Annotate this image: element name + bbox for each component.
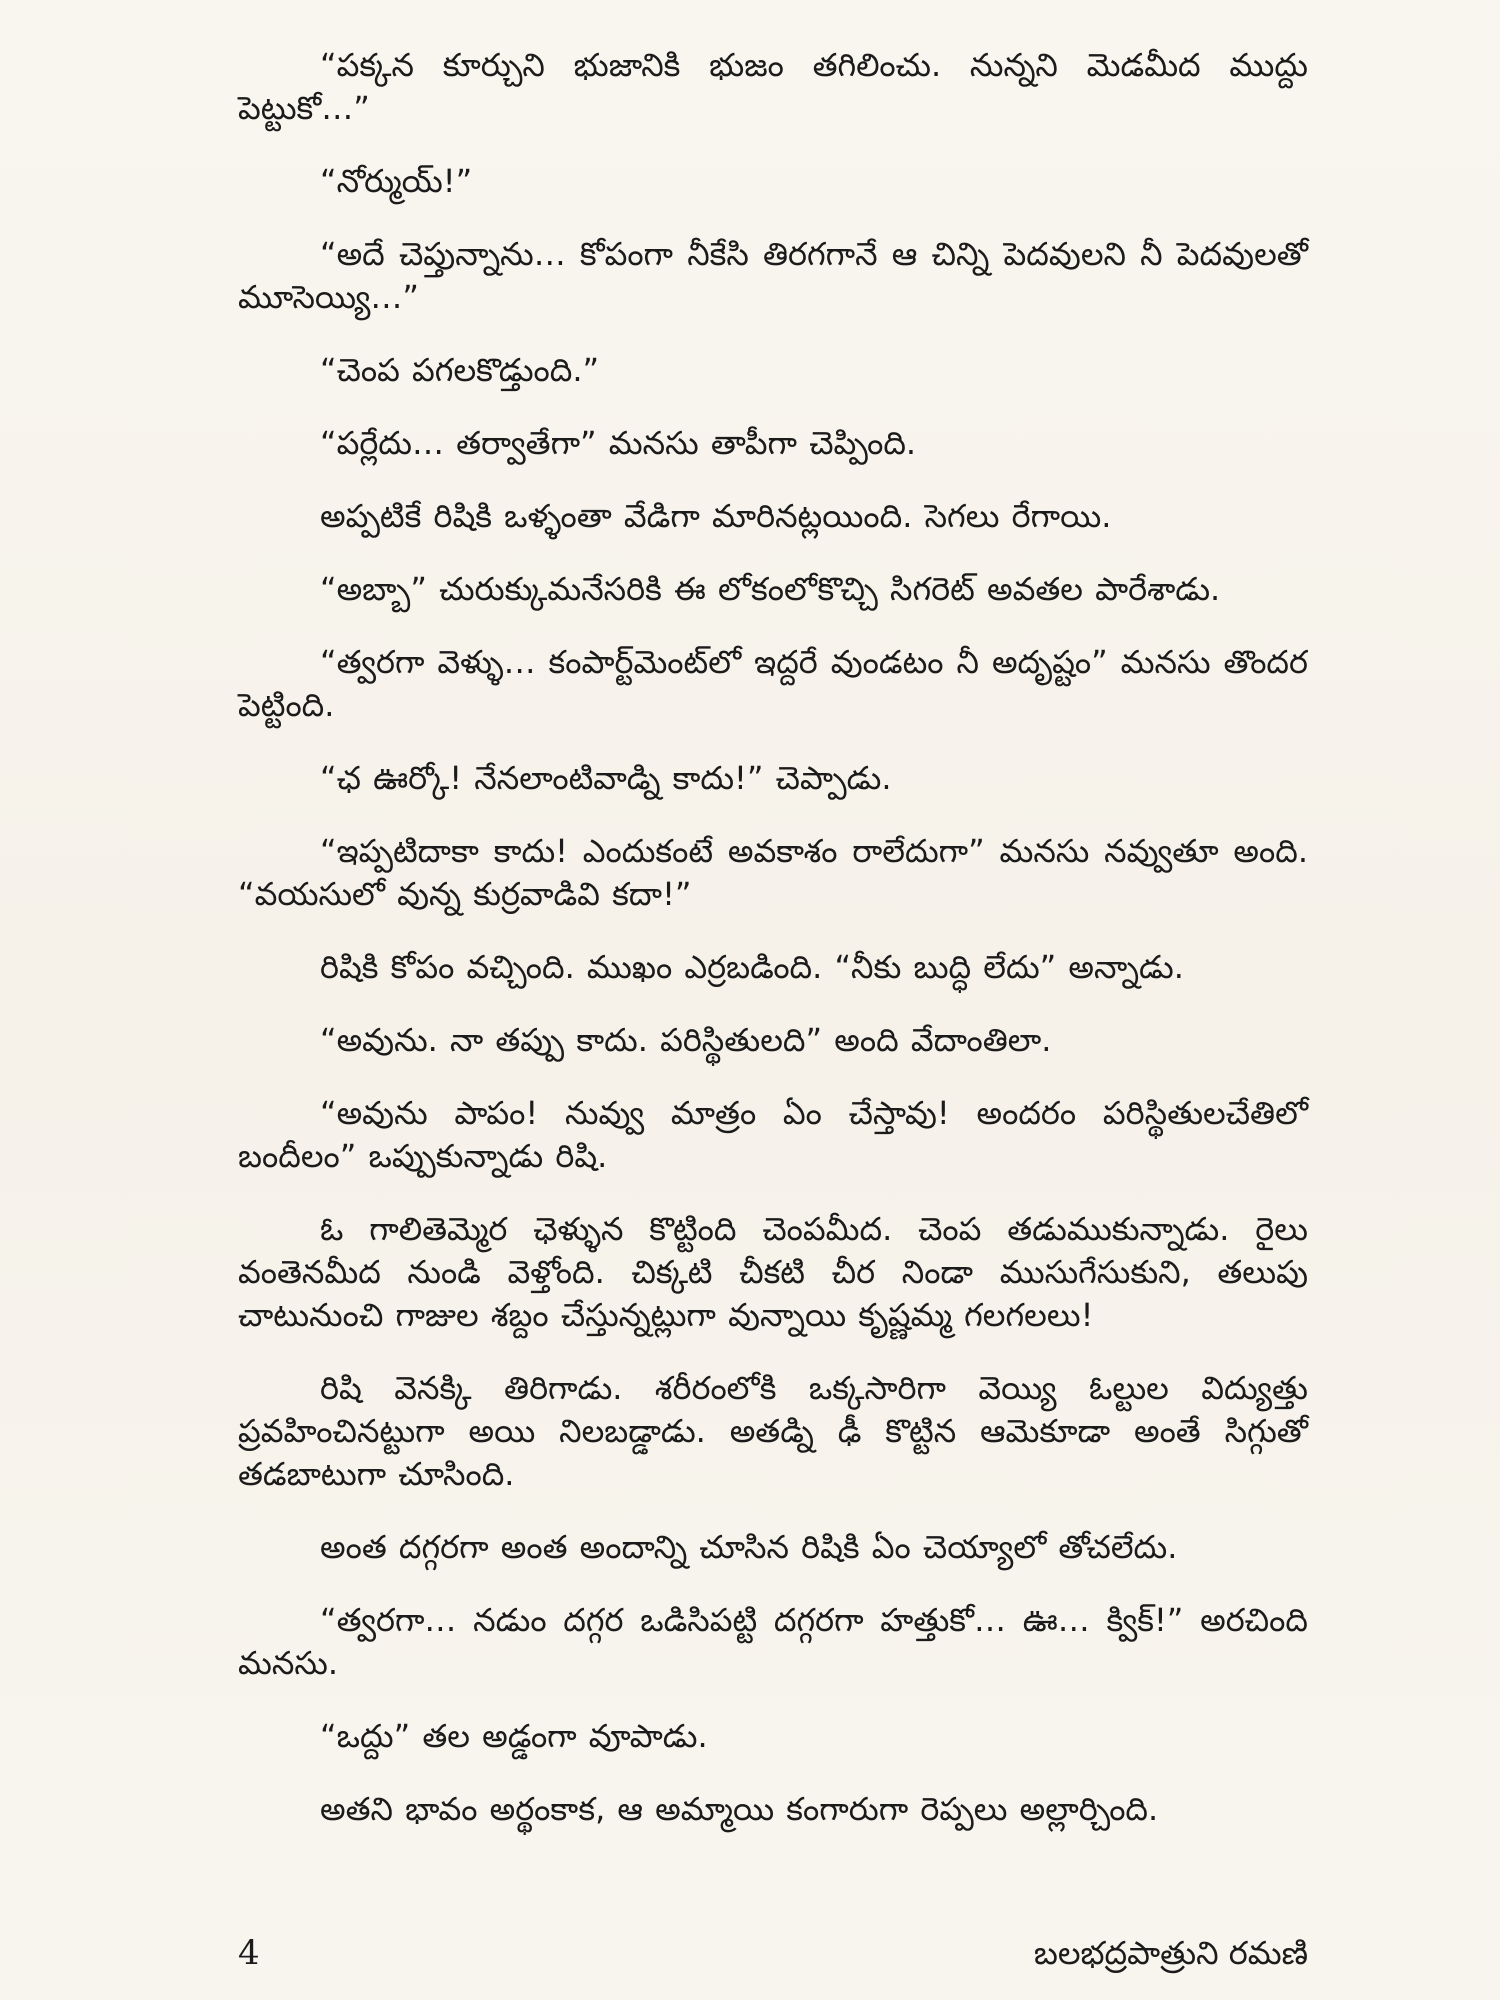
paragraph: “త్వరగా వెళ్ళు… కంపార్ట్‌మెంట్‌లో ఇద్దరే వుండటం నీ అదృష్టం” మనసు తొందర పెట్టింది. xyxy=(238,643,1308,724)
paragraph: “అవును పాపం! నువ్వు మాత్రం ఏం చేస్తావు! అందరం పరిస్థితులచేతిలో బందీలం” ఒప్పుకున్నాడు రిషి. xyxy=(238,1094,1308,1175)
paragraph: “చెంప పగలకొడ్తుంది.” xyxy=(320,351,600,389)
paragraph: “అదే చెప్తున్నాను… కోపంగా నీకేసి తిరగగానే ఆ చిన్ని పెదవులని నీ పెదవులతో మూసెయ్యి…” xyxy=(238,235,1308,316)
paragraph: “త్వరగా… నడుం దగ్గర ఒడిసిపట్టి దగ్గరగా హత్తుకో… ఊ… క్విక్!” అరచింది మనసు. xyxy=(238,1601,1308,1682)
paragraph: “పక్కన కూర్చుని భుజానికి భుజం తగిలించు. నున్నని మెడమీద ముద్దు పెట్టుకో…” xyxy=(238,46,1308,127)
page-footer xyxy=(238,1931,1308,1975)
page-number: 4 xyxy=(238,1933,260,1973)
paragraph: రిషి వెనక్కి తిరిగాడు. శరీరంలోకి ఒక్కసారిగా వెయ్యి ఓల్టుల విద్యుత్తు ప్రవహించినట్టుగా అయి నిలబడ్డాడు. అతడ్ని ఢీ కొట్టిన ఆమెకూడా అంతే సిగ్గుతో తడబాటుగా చూసింది. xyxy=(238,1369,1308,1493)
paragraph: “అబ్బా” చురుక్కుమనేసరికి ఈ లోకంలోకొచ్చి సిగరెట్ అవతల పారేశాడు. xyxy=(320,570,1221,608)
paragraph: అతని భావం అర్థంకాక, ఆ అమ్మాయి కంగారుగా రెప్పలు అల్లార్చింది. xyxy=(320,1790,1159,1828)
paragraph: “ఒద్దు” తల అడ్డంగా వూపాడు. xyxy=(320,1717,708,1755)
paragraph: “ఇప్పటిదాకా కాదు! ఎందుకంటే అవకాశం రాలేదుగా” మనసు నవ్వుతూ అంది. “వయసులో వున్న కుర్రవాడివి కదా!” xyxy=(238,832,1308,913)
body-text xyxy=(238,44,1308,1861)
author-name: బలభద్రపాత్రుని రమణి xyxy=(1033,1934,1308,1972)
paragraph: ఓ గాలితెమ్మెర ఛెళ్ళున కొట్టింది చెంపమీద. చెంప తడుముకున్నాడు. రైలు వంతెనమీద నుండి వెళ్తోంది. చిక్కటి చీకటి చీర నిండా ముసుగేసుకుని, తలుపు చాటునుంచి గాజుల శబ్దం చేస్తున్నట్లుగా వున్నాయి కృష్ణమ్మ గలగలలు! xyxy=(238,1210,1308,1334)
paragraph: రిషికి కోపం వచ్చింది. ముఖం ఎర్రబడింది. “నీకు బుద్ధి లేదు” అన్నాడు. xyxy=(320,948,1184,986)
paragraph: అప్పటికే రిషికి ఒళ్ళంతా వేడిగా మారినట్లయింది. సెగలు రేగాయి. xyxy=(320,497,1112,535)
paragraph: అంత దగ్గరగా అంత అందాన్ని చూసిన రిషికి ఏం చెయ్యాలో తోచలేదు. xyxy=(320,1528,1178,1566)
paragraph: “పర్లేదు… తర్వాతేగా” మనసు తాపీగా చెప్పింది. xyxy=(320,424,917,462)
paragraph: “ఛ ఊర్కో! నేనలాంటివాడ్ని కాదు!” చెప్పాడు. xyxy=(320,759,892,797)
paragraph: “అవును. నా తప్పు కాదు. పరిస్థితులది” అంది వేదాంతిలా. xyxy=(320,1021,1052,1059)
paragraph: “నోర్ముయ్!” xyxy=(320,162,473,200)
